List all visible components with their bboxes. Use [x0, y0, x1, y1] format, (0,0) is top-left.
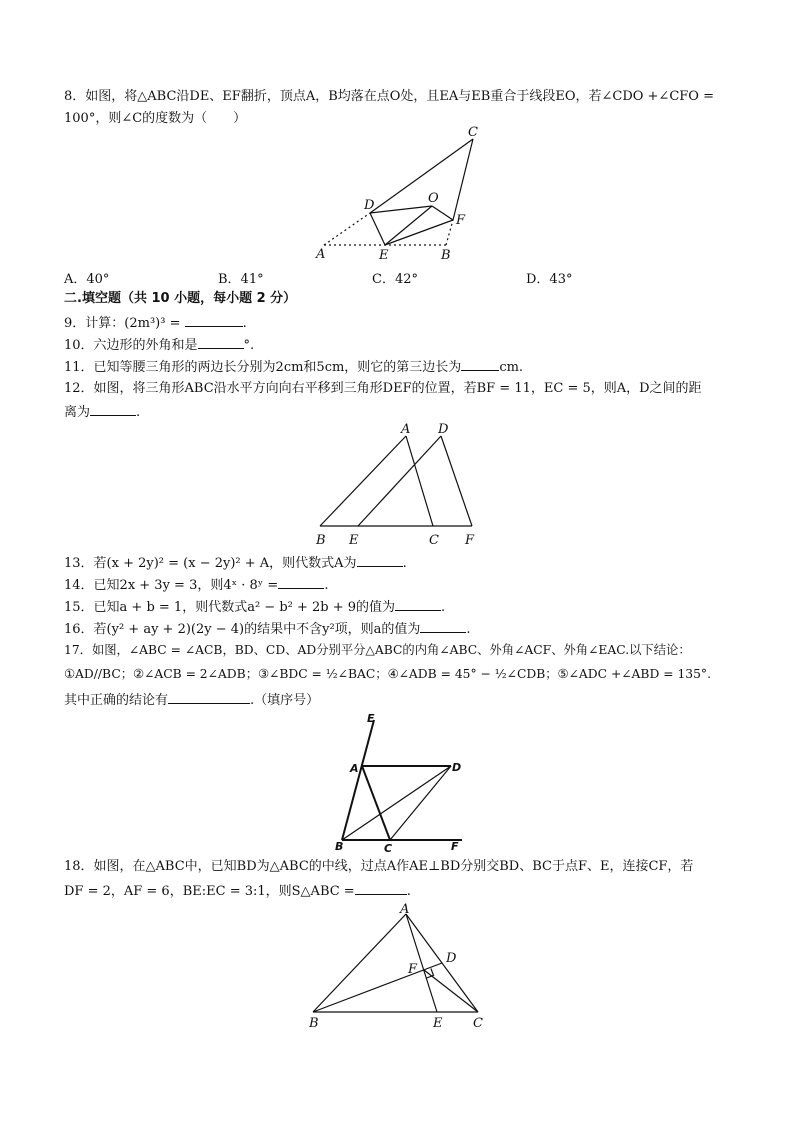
q15-text: 15．已知a + b = 1，则代数式a² − b² + 2b + 9的值为 — [64, 600, 396, 615]
q17-seg-AC — [362, 766, 390, 840]
q8-label-E: E — [379, 248, 389, 263]
q8-figure — [310, 125, 500, 263]
q13-text: 13．若(x + 2y)² = (x − 2y)² + A，则代数式A为 — [64, 556, 357, 571]
q8-label-O: O — [428, 191, 439, 206]
q8-label-D: D — [364, 198, 375, 213]
q8-option-a[interactable]: A．40° — [64, 272, 110, 287]
q8-option-d[interactable]: D．43° — [526, 272, 573, 287]
q11 — [64, 357, 523, 377]
q18-text-line1: 18．如图，在△ABC中，已知BD为△ABC的中线，过点A作AE⊥BD分别交BD、BC于点F、E，连接CF，若 — [64, 859, 694, 874]
q11-text: 11．已知等腰三角形的两边长分别为2cm和5cm，则它的第三边长为 — [64, 360, 462, 375]
q12-label-A: A — [401, 422, 411, 437]
section-heading: 二.填空题（共 10 小题，每小题 2 分） — [64, 291, 297, 306]
q12-seg-DF — [441, 436, 472, 526]
q9-text: 9．计算：(2m³)³ = — [64, 316, 181, 331]
q18-seg-BA — [313, 914, 406, 1012]
q13 — [64, 553, 407, 573]
q15-answer-blank[interactable] — [395, 597, 441, 611]
q8-option-b[interactable]: B．41° — [218, 272, 264, 287]
q8-seg-DE — [370, 213, 385, 245]
q10-post: °. — [243, 338, 255, 353]
q11-post: cm. — [499, 360, 524, 375]
q8-label-F: F — [456, 213, 466, 228]
q12-label-D: D — [438, 422, 449, 437]
q17-line3 — [64, 690, 319, 710]
q8-label-A: A — [316, 247, 326, 262]
q13-post: . — [402, 556, 407, 571]
q8-seg-AD — [324, 213, 370, 245]
q9 — [64, 313, 247, 333]
q8-label-B: B — [441, 248, 451, 263]
q18-post: . — [406, 884, 411, 899]
q12-label-C: C — [429, 533, 439, 548]
q18-text-line2: DF = 2，AF = 6，BE:EC = 3:1，则S△ABC = — [64, 884, 355, 899]
q18-label-B: B — [309, 1016, 319, 1031]
q18-seg-BD — [313, 963, 442, 1012]
q17-text-line1: 17．如图，∠ABC = ∠ACB，BD、CD、AD分别平分△ABC的内角∠ABC、外角∠ACF、外角∠EAC.以下结论： — [64, 643, 691, 657]
q9-post: . — [242, 316, 247, 331]
q10-answer-blank[interactable] — [198, 335, 244, 349]
q12-text-line1: 12．如图，将三角形ABC沿水平方向向右平移到三角形DEF的位置，若BF = 11，EC = 5，则A，D之间的距 — [64, 381, 702, 396]
q8-text-line1: 8．如图，将△ABC沿DE、EF翻折，顶点A，B均落在点O处，且EA与EB重合于线段EO，若∠CDO +∠CFO = — [64, 89, 714, 104]
q12-label-F: F — [465, 533, 475, 548]
q14 — [64, 575, 328, 595]
q9-answer-blank[interactable] — [185, 313, 243, 327]
q13-answer-blank[interactable] — [357, 553, 403, 567]
q18-label-A: A — [400, 902, 410, 917]
q8-label-C: C — [468, 125, 478, 140]
q18-figure — [300, 898, 500, 1033]
q12-text-line2: 离为 — [64, 405, 91, 420]
q17-text-line2: ①AD//BC；②∠ACB = 2∠ADB；③∠BDC = ½∠BAC；④∠ADB = 45° − ½∠CDB；⑤∠ADC +∠ABD = 135°. — [64, 667, 711, 681]
q12-figure — [310, 420, 490, 550]
q8-seg-EO — [385, 206, 432, 245]
q17-answer-blank[interactable] — [168, 690, 250, 704]
q16 — [64, 619, 471, 639]
q18-answer-blank[interactable] — [355, 881, 407, 895]
q14-post: . — [324, 578, 329, 593]
q8-text-line2: 100°，则∠C的度数为（ ） — [64, 111, 247, 126]
q15-post: . — [441, 600, 446, 615]
q18-label-C: C — [473, 1016, 483, 1031]
q12-label-B: B — [316, 533, 326, 548]
q12-answer-blank[interactable] — [90, 402, 136, 416]
q17-post: .（填序号） — [250, 693, 320, 708]
q11-answer-blank[interactable] — [461, 357, 499, 371]
q18-label-D: D — [446, 951, 457, 966]
q17-figure — [330, 710, 470, 855]
q8-option-c[interactable]: C．42° — [372, 272, 418, 287]
q15 — [64, 597, 445, 617]
q18-label-E: E — [433, 1016, 443, 1031]
q10-text: 10．六边形的外角和是 — [64, 338, 198, 353]
q12-label-E: E — [349, 533, 359, 548]
q17-label-F: F — [451, 840, 459, 853]
q14-answer-blank[interactable] — [278, 575, 324, 589]
q17-label-E: E — [367, 712, 375, 725]
q16-post: . — [466, 622, 471, 637]
q17-label-A: A — [350, 762, 359, 775]
q12-post: . — [136, 405, 141, 420]
q8-seg-EF — [385, 220, 453, 245]
q8-seg-OF — [432, 206, 453, 220]
q17-label-C: C — [384, 842, 393, 855]
q12-line2 — [64, 402, 140, 422]
q17-seg-CD — [390, 766, 451, 840]
q8-seg-BF — [446, 220, 453, 245]
q17-text-line3: 其中正确的结论有 — [64, 693, 169, 708]
q14-text: 14．已知2x + 3y = 3，则4ˣ · 8ʸ = — [64, 578, 279, 593]
q17-label-B: B — [335, 840, 344, 853]
q17-label-D: D — [452, 761, 462, 774]
q10 — [64, 335, 254, 355]
q18-label-F: F — [408, 962, 418, 977]
q16-text: 16．若(y² + ay + 2)(2y − 4)的结果中不含y²项，则a的值为 — [64, 622, 421, 637]
q16-answer-blank[interactable] — [420, 619, 466, 633]
q12-seg-BA — [320, 436, 406, 526]
